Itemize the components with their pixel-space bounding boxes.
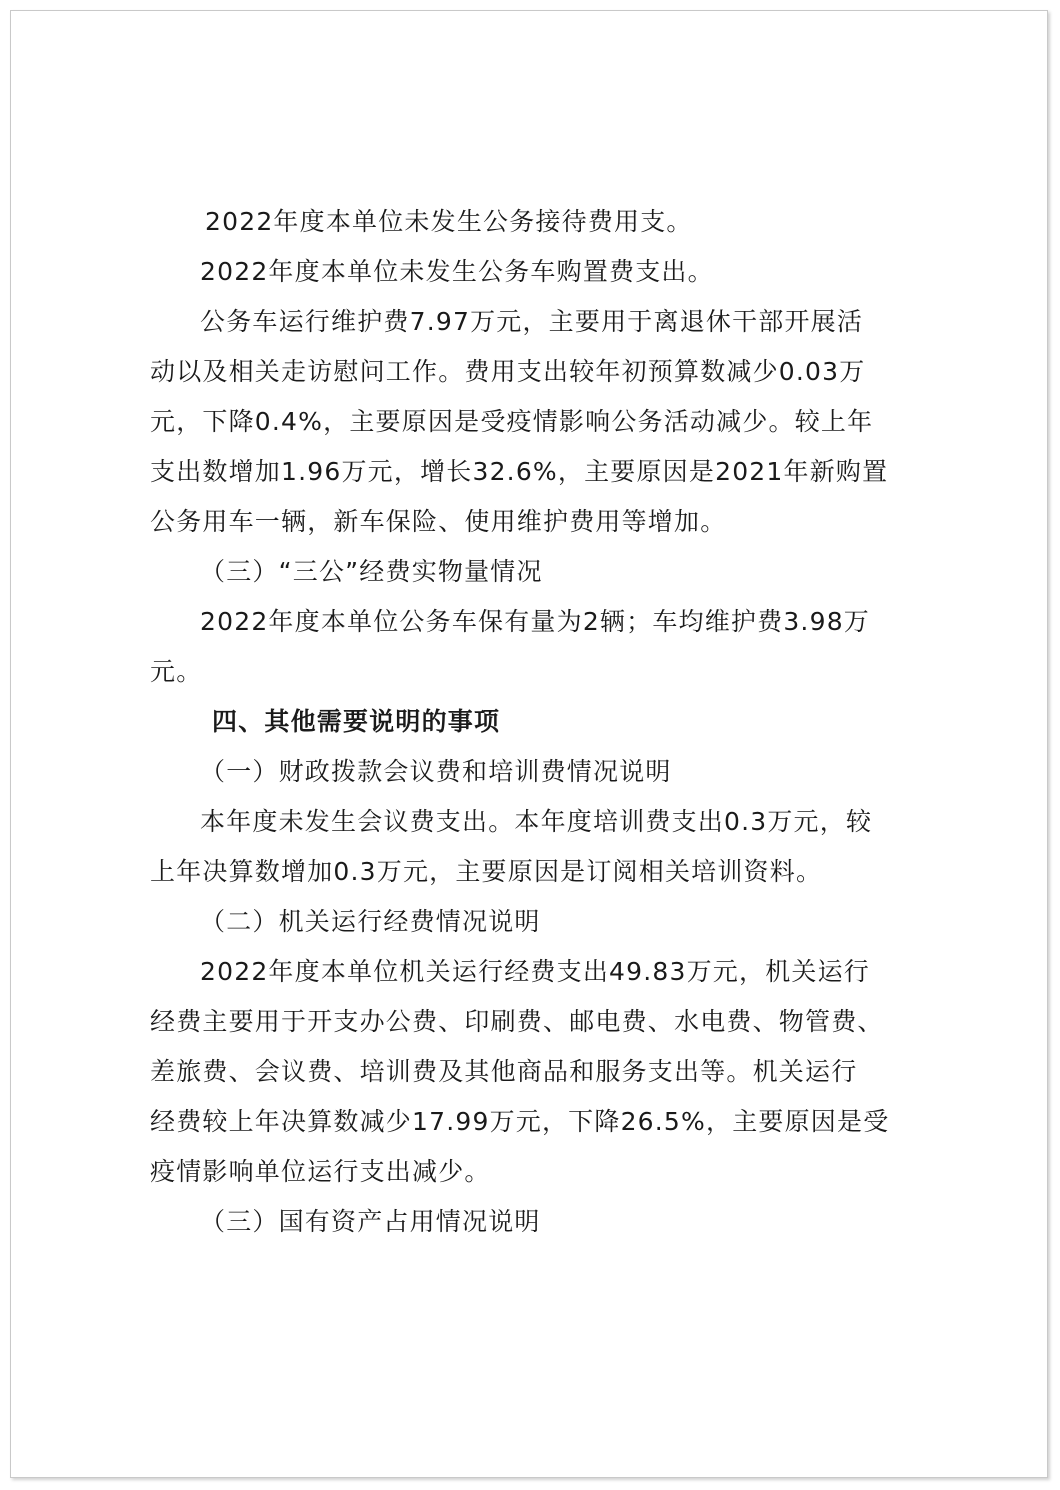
paragraph-line: 支出数增加1.96万元，增长32.6%，主要原因是2021年新购置 <box>150 457 889 486</box>
paragraph-line: 公务车运行维护费7.97万元，主要用于离退休干部开展活 <box>200 307 864 336</box>
paragraph-line: 2022年度本单位未发生公务接待费用支。 <box>205 207 693 236</box>
section-heading: 四、其他需要说明的事项 <box>212 707 501 736</box>
section-subheading: （二）机关运行经费情况说明 <box>200 907 541 936</box>
paragraph-line: 公务用车一辆，新车保险、使用维护费用等增加。 <box>150 507 727 536</box>
paragraph-line: 本年度未发生会议费支出。本年度培训费支出0.3万元，较 <box>200 807 873 836</box>
section-subheading: （一）财政拨款会议费和培训费情况说明 <box>200 757 672 786</box>
section-subheading: （三）国有资产占用情况说明 <box>200 1207 541 1236</box>
paragraph-line: 差旅费、会议费、培训费及其他商品和服务支出等。机关运行 <box>150 1057 858 1086</box>
paragraph-line: 动以及相关走访慰问工作。费用支出较年初预算数减少0.03万 <box>150 357 866 386</box>
paragraph-line: 疫情影响单位运行支出减少。 <box>150 1157 491 1186</box>
paragraph-line: 2022年度本单位机关运行经费支出49.83万元，机关运行 <box>200 957 870 986</box>
paragraph-line: 2022年度本单位未发生公务车购置费支出。 <box>200 257 714 286</box>
paragraph-line: 经费较上年决算数减少17.99万元，下降26.5%，主要原因是受 <box>150 1107 890 1136</box>
paragraph-line: 经费主要用于开支办公费、印刷费、邮电费、水电费、物管费、 <box>150 1007 884 1036</box>
paragraph-line: 上年决算数增加0.3万元，主要原因是订阅相关培训资料。 <box>150 857 823 886</box>
paragraph-line: 元。 <box>150 657 203 686</box>
paragraph-line: 元，下降0.4%，主要原因是受疫情影响公务活动减少。较上年 <box>150 407 874 436</box>
paragraph-line: 2022年度本单位公务车保有量为2辆；车均维护费3.98万 <box>200 607 870 636</box>
section-subheading: （三）“三公”经费实物量情况 <box>200 557 543 586</box>
